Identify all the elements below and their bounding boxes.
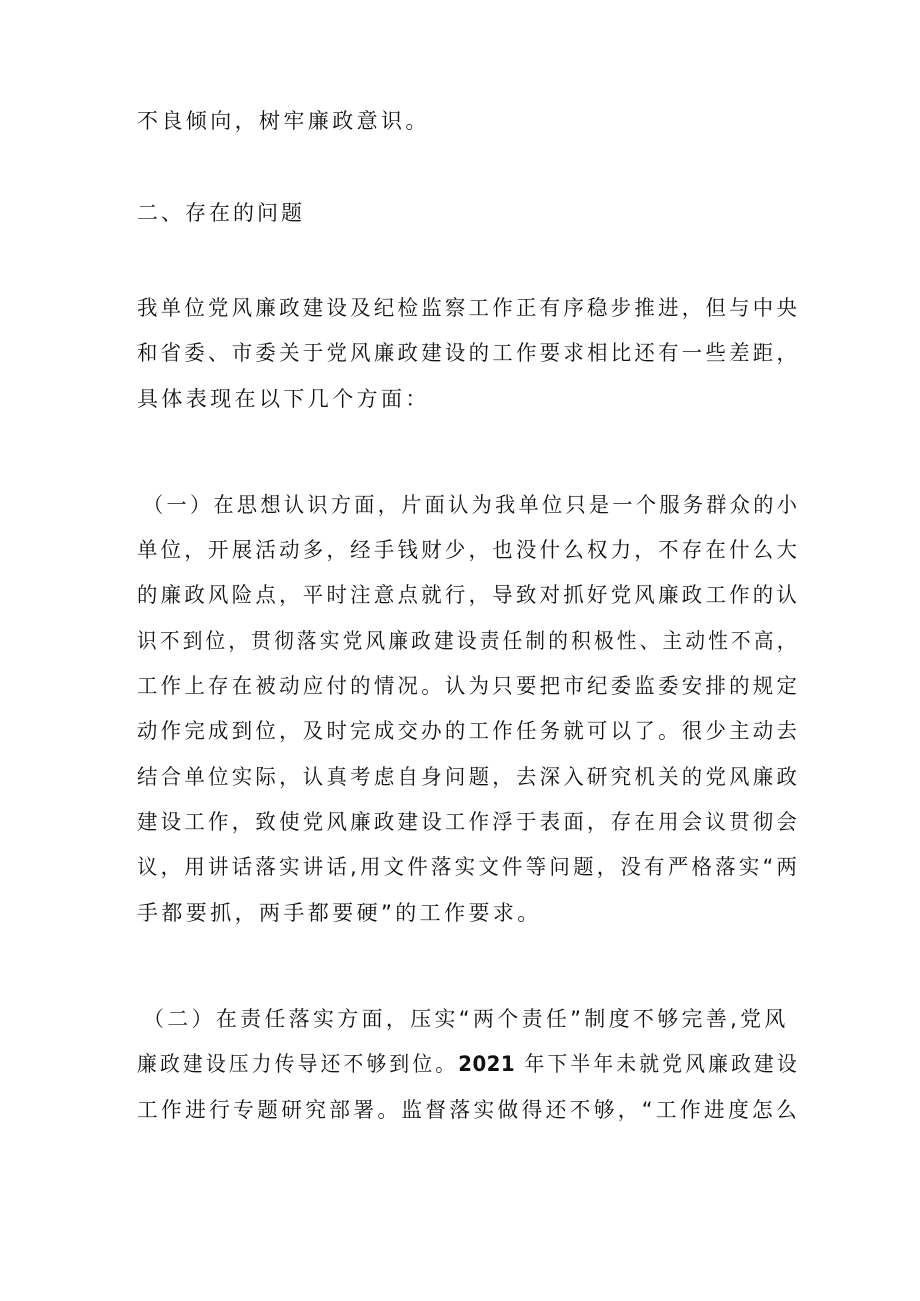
paragraph-line: 建设工作，致使党风廉政建设工作浮于表面，存在用会议贯彻会 [137, 810, 801, 834]
paragraph-line: 工作进行专题研究部署。监督落实做得还不够，“工作进度怎么 [137, 1098, 801, 1122]
paragraph-line: （二）在责任落实方面，压实“两个责任”制度不够完善,党风 [143, 1007, 789, 1031]
paragraph-tail-line: 不良倾向，树牢廉政意识。 [137, 109, 430, 133]
paragraph-line: 的廉政风险点，平时注意点就行，导致对抓好党风廉政工作的认 [137, 583, 801, 607]
paragraph-line: 手都要抓，两手都要硬”的工作要求。 [137, 901, 542, 925]
paragraph-line: 结合单位实际，认真考虑自身问题，去深入研究机关的党风廉政 [137, 765, 801, 789]
paragraph-line: 工作上存在被动应付的情况。认为只要把市纪委监委安排的规定 [137, 674, 801, 698]
paragraph-text: 年下半年未就党风廉政建设 [515, 1052, 800, 1076]
section-heading: 二、存在的问题 [137, 201, 305, 225]
paragraph-line: 和省委、市委关于党风廉政建设的工作要求相比还有一些差距， [137, 341, 801, 365]
paragraph-line: 议，用讲话落实讲话,用文件落实文件等问题，没有严格落实“两 [137, 855, 801, 879]
paragraph-line: 具体表现在以下几个方面： [137, 387, 430, 411]
paragraph-line: 识不到位，贯彻落实党风廉政建设责任制的积极性、主动性不高， [137, 629, 800, 653]
paragraph-line: 单位，开展活动多，经手钱财少，也没什么权力，不存在什么大 [137, 538, 801, 562]
year-number: 2021 [458, 1052, 516, 1076]
paragraph-line: 动作完成到位，及时完成交办的工作任务就可以了。很少主动去 [137, 719, 801, 743]
paragraph-line: 我单位党风廉政建设及纪检监察工作正有序稳步推进，但与中央 [137, 296, 801, 320]
paragraph-line [137, 1049, 800, 1079]
paragraph-line: （一）在思想认识方面，片面认为我单位只是一个服务群众的小 [143, 493, 801, 517]
paragraph-text: 廉政建设压力传导还不够到位。 [137, 1052, 459, 1076]
